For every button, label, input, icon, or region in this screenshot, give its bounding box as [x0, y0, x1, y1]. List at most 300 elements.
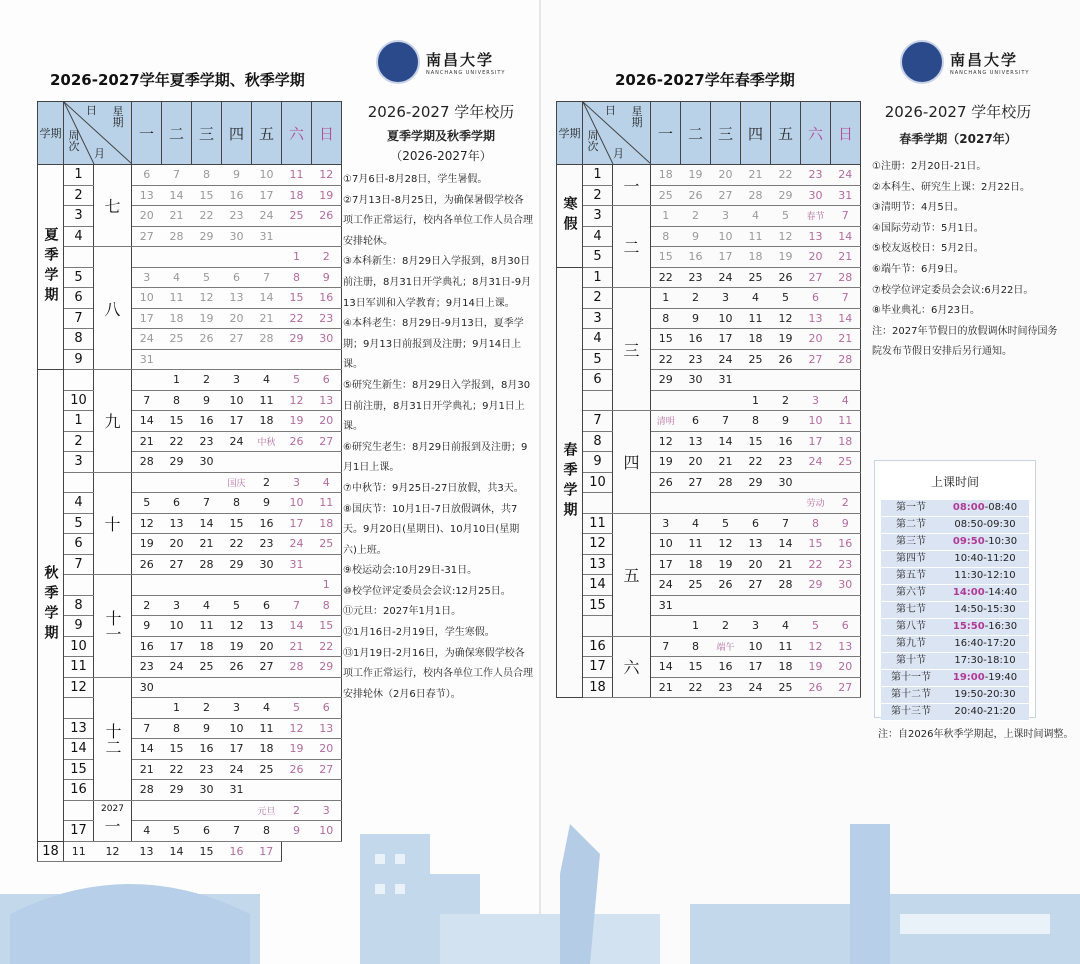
week-number: [64, 575, 94, 596]
week-number: 16: [583, 636, 613, 657]
month-label: 五: [613, 513, 651, 636]
period-name: 第九节: [896, 638, 926, 649]
calendar-day-cell: 19: [801, 657, 831, 678]
calendar-day-cell: 2: [312, 247, 342, 268]
calendar-day-cell: 28: [831, 267, 861, 288]
calendar-week-row: [38, 534, 342, 555]
week-number: 9: [583, 452, 613, 473]
calendar-day-cell: 21: [252, 308, 282, 329]
calendar-week-row: [557, 636, 861, 657]
calendar-day-cell: 14: [831, 226, 861, 247]
period-time: 15:50-16:30: [952, 621, 1018, 632]
calendar-day-cell: [711, 493, 741, 514]
note-item: ②本科生、研究生上课：2月22日。: [872, 181, 1031, 193]
calendar-day-cell: 6: [801, 288, 831, 309]
schedule-title: 上课时间: [930, 475, 979, 489]
calendar-day-cell: 22: [312, 636, 342, 657]
header-day-2: 二: [162, 102, 192, 165]
calendar-day-cell: 27: [252, 657, 282, 678]
calendar-day-cell: [771, 370, 801, 391]
calendar-day-cell: 15: [282, 288, 312, 309]
calendar-day-cell: 31: [282, 554, 312, 575]
calendar-week-row: [557, 267, 861, 288]
logo-chinese-name: 南昌大学: [950, 50, 1019, 69]
week-number: 10: [583, 472, 613, 493]
calendar-day-cell: [222, 575, 252, 596]
schedule-row: [881, 636, 1029, 653]
calendar-day-cell: 21: [162, 206, 192, 227]
calendar-day-cell: 5: [282, 370, 312, 391]
calendar-day-cell: 29: [162, 452, 192, 473]
schedule-row: [881, 602, 1029, 619]
calendar-day-cell: 21: [282, 636, 312, 657]
calendar-day-cell: 15: [651, 329, 681, 350]
logo-english-name: NANCHANG UNIVERSITY: [950, 69, 1030, 76]
calendar-day-cell: 29: [192, 226, 222, 247]
calendar-day-cell: 23: [192, 431, 222, 452]
calendar-day-cell: 9: [681, 226, 711, 247]
month-label: 三: [613, 288, 651, 411]
calendar-week-row: [557, 165, 861, 186]
calendar-day-cell: 19: [282, 739, 312, 760]
calendar-day-cell: 11: [771, 636, 801, 657]
period-time: 16:40-17:20: [954, 638, 1016, 649]
calendar-day-cell: 14: [711, 431, 741, 452]
calendar-day-cell: 21: [771, 554, 801, 575]
calendar-day-cell: 21: [132, 759, 162, 780]
calendar-day-cell: [681, 595, 711, 616]
header-corner: [583, 102, 651, 165]
notes-right-title: 2026-2027 学年校历: [884, 103, 1032, 121]
calendar-week-row: [557, 349, 861, 370]
calendar-day-cell: [252, 780, 282, 801]
week-number: [583, 616, 613, 637]
calendar-day-cell: 25: [192, 657, 222, 678]
calendar-day-cell: 9: [222, 165, 252, 186]
calendar-day-cell: 10: [312, 821, 342, 842]
calendar-day-cell: 9: [252, 493, 282, 514]
notes-left-list: [343, 170, 533, 705]
period-name: 第三节: [896, 536, 926, 547]
calendar-day-cell: 31: [831, 185, 861, 206]
schedule-row: [881, 619, 1029, 636]
header-day-label: 日: [605, 104, 616, 117]
week-number: 6: [64, 288, 94, 309]
calendar-day-cell: 4: [771, 616, 801, 637]
calendar-day-cell: 7: [132, 718, 162, 739]
note-item: ⑪元旦：2027年1月1日。: [343, 606, 462, 618]
week-number: 18: [583, 677, 613, 698]
calendar-day-cell: 6: [831, 616, 861, 637]
calendar-day-cell: 19: [771, 329, 801, 350]
calendar-day-cell: 15: [741, 431, 771, 452]
notes-right-list: [872, 157, 1067, 363]
calendar-day-cell: 13: [132, 185, 162, 206]
week-number: [64, 370, 94, 391]
calendar-day-cell: 1: [312, 575, 342, 596]
calendar-day-cell: 春节: [801, 206, 831, 227]
schedule-row: [881, 517, 1029, 534]
calendar-week-row: [38, 595, 342, 616]
calendar-day-cell: [162, 247, 192, 268]
calendar-day-cell: 1: [651, 288, 681, 309]
calendar-week-row: [38, 390, 342, 411]
calendar-day-cell: 30: [252, 554, 282, 575]
calendar-day-cell: 30: [801, 185, 831, 206]
calendar-day-cell: 10: [741, 636, 771, 657]
note-item: ①注册：2月20日-21日。: [872, 161, 987, 172]
calendar-day-cell: 12: [771, 308, 801, 329]
calendar-day-cell: 7: [771, 513, 801, 534]
calendar-week-row: [38, 821, 342, 842]
calendar-day-cell: 16: [132, 636, 162, 657]
month-label: 六: [613, 636, 651, 698]
calendar-day-cell: 20: [162, 534, 192, 555]
calendar-day-cell: 7: [252, 267, 282, 288]
calendar-day-cell: 26: [771, 349, 801, 370]
calendar-day-cell: 10: [132, 288, 162, 309]
header-day-1: 一: [132, 102, 162, 165]
calendar-week-row: [38, 329, 342, 350]
calendar-day-cell: [741, 493, 771, 514]
calendar-day-cell: 14: [282, 616, 312, 637]
calendar-week-row: [38, 431, 342, 452]
schedule-row: [881, 568, 1029, 585]
calendar-day-cell: 6: [741, 513, 771, 534]
calendar-day-cell: 27: [801, 267, 831, 288]
period-time: 08:00-08:40: [952, 502, 1018, 513]
week-number: [64, 472, 94, 493]
calendar-day-cell: 18: [741, 247, 771, 268]
calendar-day-cell: 26: [132, 554, 162, 575]
calendar-day-cell: 1: [741, 390, 771, 411]
period-time: 17:30-18:10: [954, 655, 1016, 666]
calendar-day-cell: 8: [252, 821, 282, 842]
calendar-day-cell: [252, 247, 282, 268]
calendar-day-cell: 23: [681, 267, 711, 288]
period-name: 第十一节: [891, 672, 931, 683]
calendar-day-cell: [192, 472, 222, 493]
calendar-day-cell: 15: [651, 247, 681, 268]
month-label: 十二: [94, 677, 132, 800]
calendar-day-cell: [282, 349, 312, 370]
week-number: 15: [64, 759, 94, 780]
calendar-day-cell: 25: [651, 185, 681, 206]
calendar-day-cell: 1: [651, 206, 681, 227]
calendar-day-cell: 11: [64, 841, 94, 862]
calendar-day-cell: 10: [801, 411, 831, 432]
calendar-week-row: [38, 165, 342, 186]
calendar-day-cell: [681, 493, 711, 514]
month-label: 十一: [94, 575, 132, 678]
week-number: 8: [583, 431, 613, 452]
calendar-day-cell: [192, 800, 222, 821]
calendar-day-cell: 4: [192, 595, 222, 616]
week-number: 14: [583, 575, 613, 596]
calendar-day-cell: [222, 452, 252, 473]
week-number: 17: [583, 657, 613, 678]
calendar-day-cell: 15: [162, 739, 192, 760]
calendar-day-cell: 25: [741, 349, 771, 370]
week-number: 3: [583, 308, 613, 329]
calendar-day-cell: 16: [222, 185, 252, 206]
week-number: 2: [583, 288, 613, 309]
calendar-day-cell: 26: [651, 472, 681, 493]
university-seal-icon: [900, 40, 944, 84]
calendar-week-row: [38, 780, 342, 801]
calendar-day-cell: 23: [252, 534, 282, 555]
calendar-day-cell: 3: [651, 513, 681, 534]
calendar-day-cell: 17: [162, 636, 192, 657]
calendar-day-cell: [132, 247, 162, 268]
calendar-day-cell: [282, 452, 312, 473]
calendar-week-row: [38, 226, 342, 247]
calendar-day-cell: 31: [222, 780, 252, 801]
calendar-day-cell: 24: [711, 267, 741, 288]
calendar-day-cell: [312, 677, 342, 698]
calendar-day-cell: 2: [192, 698, 222, 719]
calendar-day-cell: 27: [132, 226, 162, 247]
calendar-week-row: [38, 267, 342, 288]
calendar-day-cell: 22: [162, 759, 192, 780]
calendar-day-cell: 2: [132, 595, 162, 616]
calendar-day-cell: 17: [711, 329, 741, 350]
calendar-day-cell: 29: [312, 657, 342, 678]
calendar-week-row: [557, 308, 861, 329]
week-number: 12: [583, 534, 613, 555]
calendar-day-cell: 19: [651, 452, 681, 473]
header-day-6: 六: [801, 102, 831, 165]
calendar-day-cell: 4: [831, 390, 861, 411]
calendar-day-cell: 3: [222, 698, 252, 719]
week-number: 11: [64, 657, 94, 678]
calendar-day-cell: 1: [162, 698, 192, 719]
calendar-day-cell: 6: [132, 165, 162, 186]
calendar-day-cell: 24: [132, 329, 162, 350]
calendar-week-row: [557, 206, 861, 227]
calendar-day-cell: [741, 370, 771, 391]
week-number: 16: [64, 780, 94, 801]
calendar-week-row: [38, 513, 342, 534]
calendar-day-cell: 元旦: [252, 800, 282, 821]
calendar-day-cell: 30: [831, 575, 861, 596]
calendar-day-cell: 29: [801, 575, 831, 596]
note-item: 注：2027年节假日的放假调休时间待国务院发布节假日安排后另行通知。: [872, 325, 1058, 358]
week-number: [583, 390, 613, 411]
calendar-day-cell: 10: [222, 390, 252, 411]
calendar-day-cell: 4: [741, 288, 771, 309]
calendar-day-cell: 22: [162, 431, 192, 452]
calendar-day-cell: 16: [192, 739, 222, 760]
header-week-label: 周次: [587, 129, 599, 153]
schedule-row: [881, 704, 1029, 721]
week-number: 14: [64, 739, 94, 760]
month-label: 一: [613, 165, 651, 206]
calendar-day-cell: 21: [711, 452, 741, 473]
calendar-week-row: [557, 288, 861, 309]
calendar-day-cell: 22: [651, 267, 681, 288]
calendar-day-cell: 20: [222, 308, 252, 329]
calendar-day-cell: 5: [711, 513, 741, 534]
calendar-day-cell: 26: [282, 759, 312, 780]
calendar-day-cell: 2: [681, 288, 711, 309]
week-number: 13: [583, 554, 613, 575]
week-number: 13: [64, 718, 94, 739]
period-name: 第六节: [896, 587, 926, 598]
calendar-day-cell: 17: [252, 185, 282, 206]
calendar-week-row: [38, 575, 342, 596]
calendar-day-cell: 7: [651, 636, 681, 657]
calendar-day-cell: 23: [681, 349, 711, 370]
header-semester: 学期: [38, 102, 64, 165]
calendar-day-cell: 25: [252, 759, 282, 780]
semester-label: 春季学期: [557, 267, 583, 698]
calendar-day-cell: 22: [282, 308, 312, 329]
calendar-day-cell: 2: [711, 616, 741, 637]
week-number: 9: [64, 616, 94, 637]
calendar-day-cell: 26: [771, 267, 801, 288]
header-day-2: 二: [681, 102, 711, 165]
calendar-day-cell: 9: [192, 718, 222, 739]
calendar-day-cell: [192, 677, 222, 698]
calendar-day-cell: 28: [741, 185, 771, 206]
calendar-day-cell: 18: [162, 308, 192, 329]
week-number: 7: [64, 308, 94, 329]
calendar-day-cell: 14: [831, 308, 861, 329]
calendar-day-cell: [312, 226, 342, 247]
header-day-6: 六: [282, 102, 312, 165]
calendar-day-cell: 29: [282, 329, 312, 350]
calendar-day-cell: 15: [681, 657, 711, 678]
calendar-day-cell: 15: [192, 841, 222, 862]
month-label: 九: [94, 370, 132, 473]
header-day-3: 三: [711, 102, 741, 165]
calendar-day-cell: 8: [222, 493, 252, 514]
week-number: 1: [64, 411, 94, 432]
calendar-day-cell: 24: [282, 534, 312, 555]
note-item: ⑧毕业典礼：6月23日。: [872, 305, 981, 317]
calendar-day-cell: 17: [741, 657, 771, 678]
calendar-week-row: [557, 534, 861, 555]
calendar-day-cell: 23: [831, 554, 861, 575]
calendar-day-cell: 25: [681, 575, 711, 596]
calendar-day-cell: 9: [282, 821, 312, 842]
calendar-day-cell: 4: [252, 698, 282, 719]
week-number: 10: [64, 390, 94, 411]
calendar-week-row: [38, 677, 342, 698]
calendar-week-row: [557, 616, 861, 637]
calendar-week-row: [557, 657, 861, 678]
calendar-day-cell: [162, 575, 192, 596]
calendar-day-cell: 28: [192, 554, 222, 575]
calendar-day-cell: 16: [192, 411, 222, 432]
calendar-day-cell: 13: [681, 431, 711, 452]
schedule-row: [881, 500, 1029, 517]
period-name: 第四节: [896, 553, 926, 564]
calendar-week-row: [38, 349, 342, 370]
month-label: 七: [94, 165, 132, 247]
calendar-week-row: [557, 575, 861, 596]
header-month-label: 月: [613, 147, 624, 160]
header-corner: [64, 102, 132, 165]
calendar-week-row: [38, 657, 342, 678]
schedule-note: 注：自2026年秋季学期起，上课时间调整。: [878, 729, 1074, 740]
calendar-day-cell: 18: [192, 636, 222, 657]
period-time: 14:50-15:30: [954, 604, 1016, 615]
calendar-day-cell: 12: [651, 431, 681, 452]
calendar-day-cell: 27: [801, 349, 831, 370]
calendar-day-cell: 16: [711, 657, 741, 678]
calendar-day-cell: [162, 349, 192, 370]
calendar-day-cell: 10: [651, 534, 681, 555]
period-time: 20:40-21:20: [954, 706, 1016, 717]
calendar-day-cell: 1: [162, 370, 192, 391]
week-number: 18: [38, 841, 64, 862]
calendar-day-cell: 23: [711, 677, 741, 698]
calendar-day-cell: 23: [132, 657, 162, 678]
calendar-day-cell: 8: [162, 718, 192, 739]
calendar-day-cell: 29: [162, 780, 192, 801]
calendar-day-cell: 5: [771, 206, 801, 227]
calendar-day-cell: 12: [801, 636, 831, 657]
calendar-day-cell: 25: [771, 677, 801, 698]
period-name: 第七节: [896, 604, 926, 615]
calendar-day-cell: 23: [192, 759, 222, 780]
week-number: 1: [64, 165, 94, 186]
calendar-day-cell: [222, 349, 252, 370]
week-number: 1: [583, 267, 613, 288]
calendar-day-cell: 20: [132, 206, 162, 227]
calendar-day-cell: [801, 370, 831, 391]
notes-left-subtitle: 夏季学期及秋季学期: [386, 129, 495, 143]
calendar-day-cell: [252, 677, 282, 698]
calendar-day-cell: 11: [741, 226, 771, 247]
calendar-day-cell: 30: [192, 452, 222, 473]
week-number: 9: [64, 349, 94, 370]
calendar-day-cell: 17: [282, 513, 312, 534]
month-label: 四: [613, 411, 651, 514]
calendar-day-cell: 24: [222, 759, 252, 780]
header-week-label: 周次: [68, 129, 80, 153]
calendar-day-cell: 2: [282, 800, 312, 821]
calendar-week-row: [38, 616, 342, 637]
calendar-day-cell: 13: [132, 841, 162, 862]
logo-english-name: NANCHANG UNIVERSITY: [426, 69, 506, 76]
week-number: 7: [64, 554, 94, 575]
week-number: 5: [64, 267, 94, 288]
note-item: ⑤校友返校日：5月2日。: [872, 243, 984, 255]
calendar-week-row: [557, 513, 861, 534]
calendar-day-cell: 19: [132, 534, 162, 555]
week-number: 8: [64, 329, 94, 350]
calendar-day-cell: [252, 452, 282, 473]
calendar-week-row: [557, 411, 861, 432]
calendar-day-cell: 19: [771, 247, 801, 268]
calendar-day-cell: 17: [222, 739, 252, 760]
calendar-day-cell: 24: [222, 431, 252, 452]
calendar-day-cell: 28: [711, 472, 741, 493]
note-item: ②7月13日-8月25日，为确保暑假学校各项工作正常运行，校内各单位工作人员合理安排轮休。: [343, 194, 533, 247]
header-day-label: 日: [86, 104, 97, 117]
calendar-day-cell: 25: [312, 534, 342, 555]
schedule-row: [881, 585, 1029, 602]
calendar-day-cell: 27: [741, 575, 771, 596]
calendar-day-cell: 16: [252, 513, 282, 534]
university-logo-left: [376, 40, 505, 84]
calendar-day-cell: 6: [252, 595, 282, 616]
note-item: ④本科老生：8月29日-9月13日，夏季学期；9月13日前报到及注册；9月14日上课。: [343, 318, 524, 371]
calendar-week-row: [557, 370, 861, 391]
